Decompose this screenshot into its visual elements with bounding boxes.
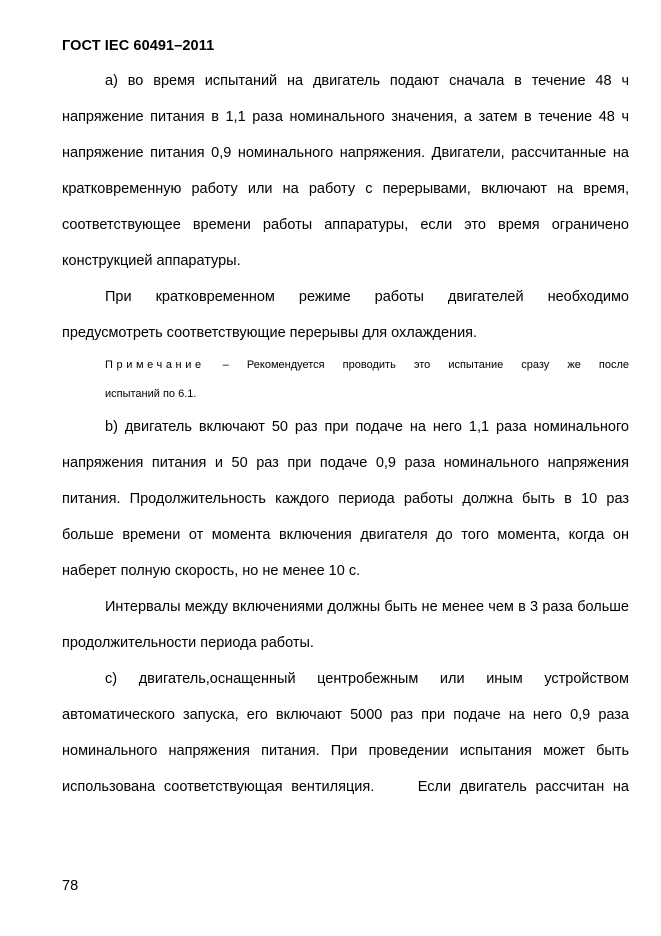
paragraph-intervals: Интервалы между включениями должны быть не менее чем в 3 раза больше продолжительности периода работы. <box>62 599 629 651</box>
paragraph-short-duty: При кратковременном режиме работы двигателей необходимо предусмотреть соответствующие перерывы для охлаждения. <box>62 289 629 341</box>
paragraph-a: а) во время испытаний на двигатель подают сначала в течение 48 ч напряжение питания в 1,1 раза номинального значения, а затем в течение 48 ч напряжение питания 0,9 номинального напряжения. Двигатели, рассчитанные на кратковременную работу или на работу с перерывами, включают на время, соответствующее времени работы аппаратуры, если это время ограничено конструкцией аппаратуры. <box>62 73 629 269</box>
note-dash: – <box>204 359 247 371</box>
note-line-1 <box>62 351 629 380</box>
note-text: Рекомендуется проводить это испытание сразу же после <box>246 359 629 371</box>
document-header: ГОСТ IEC 60491–2011 <box>62 38 215 54</box>
paragraph-b: b) двигатель включают 50 раз при подаче на него 1,1 раза номинального напряжения питания и 50 раз при подаче 0,9 раза номинального напряжения питания. Продолжительность каждого периода работы должна быть в 10 раз больше времени от момента включения двигателя до того момента, когда он наберет полную скорость, но не менее 10 с. <box>62 419 629 579</box>
note-label: Примечание <box>105 359 205 371</box>
page-number: 78 <box>62 878 79 894</box>
note-line-2: испытаний по 6.1. <box>105 388 197 400</box>
paragraph-c: с) двигатель,оснащенный центробежным или иным устройством автоматического запуска, его включают 5000 раз при подаче на него 0,9 раза номинального напряжения питания. При проведении испытания может быть использована соответствующая вентиляция. Если двигатель рассчитан на <box>62 671 634 795</box>
document-body <box>62 63 634 805</box>
note-block <box>62 351 629 409</box>
